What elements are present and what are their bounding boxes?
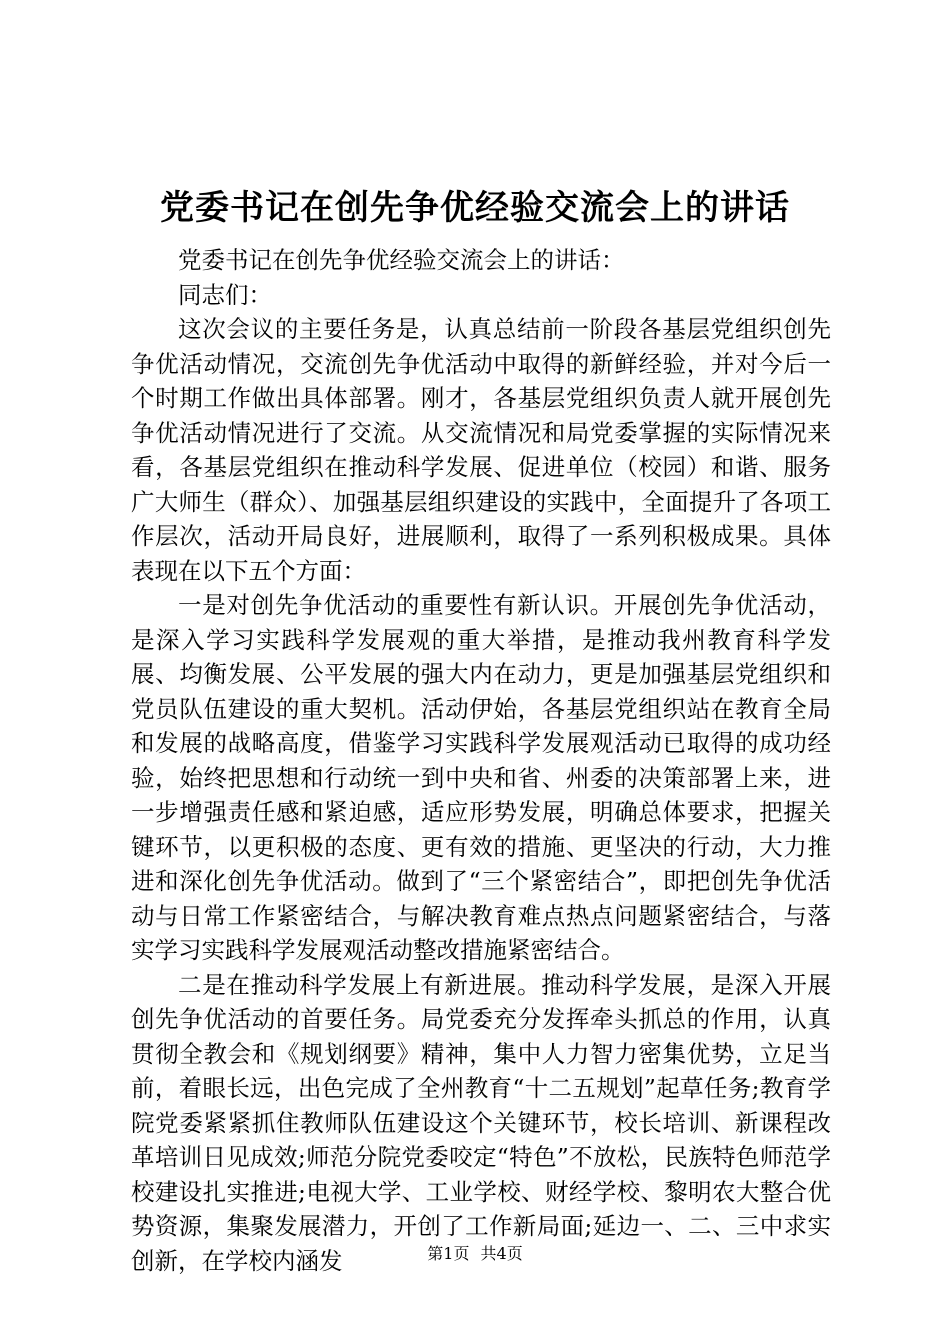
document-title: 党委书记在创先争优经验交流会上的讲话 bbox=[160, 188, 790, 228]
paragraph-point-two: 二是在推动科学发展上有新进展。推动科学发展，是深入开展创先争优活动的首要任务。局党委充分发挥牵头抓总的作用，认真贯彻全教会和《规划纲要》精神，集中人力智力密集优势，立足当前，着眼长远，出色完成了全州教育“十二五规划”起草任务;教育学院党委紧紧抓住教师队伍建设这个关键环节，校长培训、新课程改革培训日见成效;师范分院党委咬定“特色”不放松，民族特色师范学校建设扎实推进;电视大学、工业学校、财经学校、黎明农大整合优势资源，集聚发展潜力，开创了工作新局面;延边一、二、三中求实创新，在学校内涵发 bbox=[131, 970, 831, 1275]
page-number: 第1页 bbox=[427, 1244, 470, 1263]
paragraph-intro: 这次会议的主要任务是，认真总结前一阶段各基层党组织创先争优活动情况，交流创先争优活动中取得的新鲜经验，并对今后一个时期工作做出具体部署。刚才，各基层党组织负责人就开展创先争优活动情况进行了交流。从交流情况和局党委掌握的实际情况来看，各基层党组织在推动科学发展、促进单位（校园）和谐、服务广大师生（群众）、加强基层组织建设的实践中，全面提升了各项工作层次，活动开局良好，进展顺利，取得了一系列积极成果。具体表现在以下五个方面： bbox=[131, 315, 831, 585]
page-total: 共4页 bbox=[480, 1244, 523, 1263]
paragraph-point-one: 一是对创先争优活动的重要性有新认识。开展创先争优活动，是深入学习实践科学发展观的重大举措，是推动我州教育科学发展、均衡发展、公平发展的强大内在动力，更是加强基层党组织和党员队伍建设的重大契机。活动伊始，各基层党组织站在教育全局和发展的战略高度，借鉴学习实践科学发展观活动已取得的成功经验，始终把思想和行动统一到中央和省、州委的决策部署上来，进一步增强责任感和紧迫感，适应形势发展，明确总体要求，把握关键环节，以更积极的态度、更有效的措施、更坚决的行动，大力推进和深化创先争优活动。做到了“三个紧密结合”，即把创先争优活动与日常工作紧密结合，与解决教育难点热点问题紧密结合，与落实学习实践科学发展观活动整改措施紧密结合。 bbox=[131, 591, 831, 964]
page-footer bbox=[0, 1244, 950, 1264]
paragraph-heading: 党委书记在创先争优经验交流会上的讲话： bbox=[178, 246, 625, 274]
paragraph-salutation: 同志们： bbox=[178, 280, 272, 309]
document-body bbox=[131, 243, 831, 1278]
